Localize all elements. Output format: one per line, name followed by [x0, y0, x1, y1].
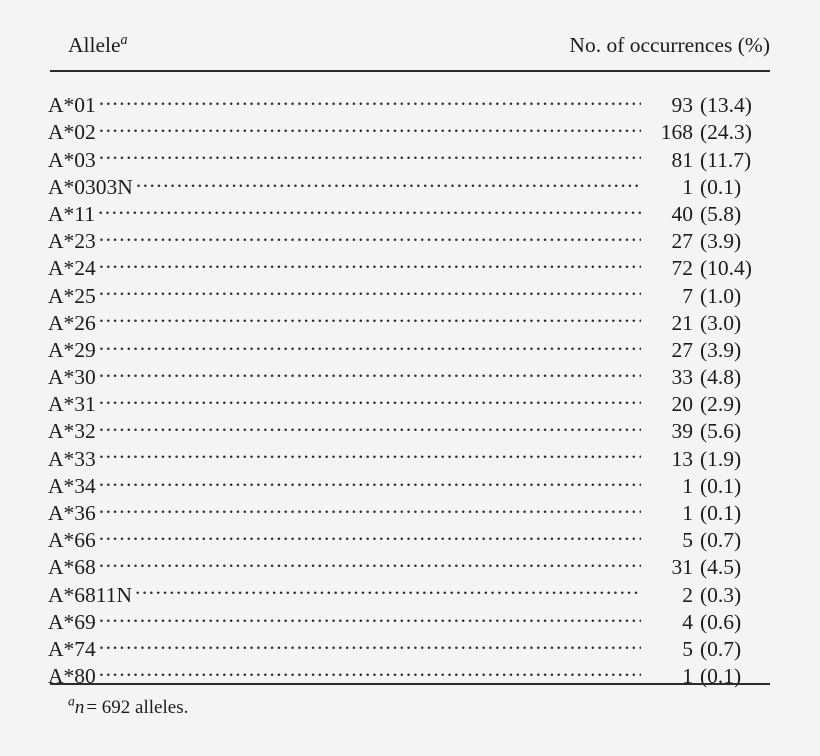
cell-occurrence-count: 168 — [660, 120, 693, 145]
cell-occurrence-count: 81 — [671, 147, 693, 172]
cell-allele: A*6811N — [48, 582, 133, 607]
dot-leader — [98, 194, 641, 221]
cell-allele: A*34 — [48, 473, 96, 498]
column-header-occurrences: No. of occurrences (%) — [569, 33, 770, 57]
cell-allele: A*29 — [48, 337, 96, 362]
table-row — [48, 85, 772, 118]
cell-allele: A*25 — [48, 283, 96, 308]
cell-occurrence-count: 40 — [671, 201, 693, 226]
dot-leader — [99, 493, 641, 520]
cell-occurrence-count: 1 — [682, 174, 693, 199]
cell-occurrence-count: 5 — [682, 636, 693, 661]
cell-occurrence-count: 1 — [682, 664, 693, 689]
table-footnote — [68, 693, 189, 720]
cell-occurrence-percent: (0.3) — [700, 582, 742, 607]
cell-occurrence-count: 2 — [682, 582, 693, 607]
footnote-mark: a — [68, 693, 75, 709]
cell-occurrence-percent: (0.1) — [700, 664, 742, 689]
cell-occurrence-count: 27 — [671, 229, 693, 254]
cell-occurrence-percent: (3.9) — [700, 229, 742, 254]
cell-occurrence-count: 27 — [671, 337, 693, 362]
cell-allele: A*26 — [48, 310, 96, 335]
cell-occurrence-count: 13 — [671, 446, 693, 471]
dot-leader — [99, 384, 641, 411]
dot-leader — [99, 275, 641, 302]
cell-occurrence-percent: (0.1) — [700, 501, 742, 525]
column-header-allele-footnote-mark: a — [120, 31, 128, 48]
cell-occurrence-percent: (10.4) — [700, 256, 752, 281]
cell-occurrence-percent: (5.6) — [700, 419, 742, 444]
cell-allele: A*74 — [48, 636, 96, 661]
footnote-text: = 692 alleles. — [86, 697, 189, 718]
cell-occurrence-count: 93 — [671, 93, 693, 118]
dot-leader — [99, 629, 641, 656]
cell-allele: A*02 — [48, 120, 96, 145]
cell-occurrence-percent: (0.7) — [700, 528, 742, 553]
dot-leader — [99, 357, 641, 384]
cell-occurrence-percent: (0.7) — [700, 636, 742, 661]
cell-occurrence-count: 21 — [671, 310, 693, 335]
cell-occurrence-count: 39 — [671, 419, 693, 444]
cell-occurrence-percent: (1.0) — [700, 283, 742, 308]
cell-occurrence-count: 5 — [682, 528, 693, 553]
cell-occurrence-percent: (2.9) — [700, 392, 742, 417]
footnote-variable: n — [74, 697, 85, 718]
dot-leader — [99, 139, 641, 166]
cell-occurrence-percent: (0.1) — [700, 473, 742, 498]
cell-occurrence-percent: (4.8) — [700, 365, 742, 390]
dot-leader — [99, 112, 641, 139]
dot-leader — [99, 602, 641, 629]
cell-occurrence-percent: (0.1) — [700, 174, 742, 199]
cell-allele: A*68 — [48, 555, 96, 580]
dot-leader — [136, 167, 641, 194]
dot-leader — [99, 520, 641, 547]
cell-allele: A*31 — [48, 392, 96, 417]
column-header-allele-label: Allele — [68, 33, 121, 57]
dot-leader — [135, 574, 641, 601]
cell-allele: A*33 — [48, 446, 96, 471]
header-rule — [50, 70, 770, 72]
cell-occurrence-count: 1 — [682, 473, 693, 498]
dot-leader — [99, 466, 641, 493]
cell-occurrence-percent: (5.8) — [700, 201, 742, 226]
dot-leader — [99, 656, 641, 683]
cell-occurrence-percent: (24.3) — [700, 120, 752, 145]
bottom-rule — [50, 683, 770, 685]
cell-allele: A*32 — [48, 419, 96, 444]
dot-leader — [99, 85, 641, 112]
cell-allele: A*01 — [48, 93, 96, 118]
dot-leader — [99, 411, 641, 438]
dot-leader — [99, 438, 641, 465]
table-body — [48, 85, 772, 689]
cell-occurrence-count: 20 — [671, 392, 693, 417]
cell-allele: A*24 — [48, 256, 96, 281]
cell-occurrence-percent: (3.0) — [700, 310, 742, 335]
cell-allele: A*0303N — [48, 174, 133, 199]
dot-leader — [99, 547, 641, 574]
cell-occurrence-count: 33 — [671, 365, 693, 390]
cell-allele: A*03 — [48, 147, 96, 172]
dot-leader — [99, 221, 641, 248]
cell-occurrence-percent: (13.4) — [700, 93, 752, 118]
cell-occurrence-percent: (1.9) — [700, 446, 742, 471]
cell-allele: A*30 — [48, 365, 96, 390]
cell-occurrence-count: 4 — [682, 609, 693, 634]
cell-allele: A*36 — [48, 501, 96, 525]
table-header-row — [50, 31, 770, 58]
cell-occurrence-percent: (4.5) — [700, 555, 742, 580]
cell-occurrence-count: 31 — [671, 555, 693, 580]
cell-allele: A*11 — [48, 201, 95, 226]
cell-occurrence-percent: (0.6) — [700, 609, 742, 634]
column-header-allele — [50, 31, 128, 58]
cell-occurrence-count: 72 — [671, 256, 693, 281]
dot-leader — [99, 248, 641, 275]
cell-allele: A*69 — [48, 609, 96, 634]
cell-occurrence-percent: (11.7) — [700, 147, 752, 172]
dot-leader — [99, 303, 641, 330]
cell-allele: A*66 — [48, 528, 96, 553]
cell-occurrence-percent: (3.9) — [700, 337, 742, 362]
cell-occurrence-count: 1 — [682, 501, 693, 525]
cell-allele: A*23 — [48, 229, 96, 254]
cell-allele: A*80 — [48, 664, 96, 689]
dot-leader — [99, 330, 641, 357]
cell-occurrence-count: 7 — [682, 283, 693, 308]
